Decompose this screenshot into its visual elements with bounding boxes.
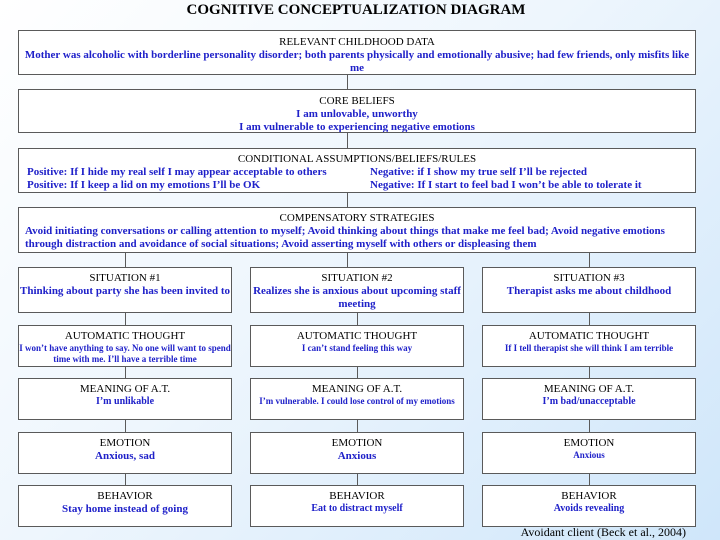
meaning-heading: MEANING OF A.T.	[543, 383, 635, 395]
behavior-text: Avoids revealing	[553, 503, 625, 514]
connector-line	[125, 367, 126, 378]
core-beliefs-box	[18, 89, 696, 133]
conditional-assumptions-box	[18, 148, 696, 193]
connector-line	[357, 420, 358, 432]
situation-box	[250, 267, 464, 313]
connector-line	[357, 313, 358, 325]
situation-box	[18, 267, 232, 313]
childhood-data-box	[18, 30, 696, 75]
emotion-text: Anxious	[337, 450, 377, 462]
situation-text: Therapist asks me about childhood	[506, 285, 672, 297]
meaning-text: I’m vulnerable. I could lose control of my emotions	[259, 396, 455, 406]
behavior-text: Eat to distract myself	[311, 503, 403, 514]
behavior-heading: BEHAVIOR	[329, 490, 385, 502]
connector-line	[125, 253, 126, 267]
meaning-text: I’m unlikable	[95, 396, 155, 407]
situation-box	[482, 267, 696, 313]
situation-heading: SITUATION #1	[89, 272, 161, 284]
emotion-heading: EMOTION	[331, 437, 383, 449]
connector-line	[357, 474, 358, 485]
conditional-heading: CONDITIONAL ASSUMPTIONS/BELIEFS/RULES	[237, 153, 477, 165]
connector-line	[589, 420, 590, 432]
connector-line	[125, 474, 126, 485]
meaning-heading: MEANING OF A.T.	[311, 383, 403, 395]
childhood-text: Mother was alcoholic with borderline personality disorder; both parents physically and emotionally abusive; had few friends, only misfits like me	[24, 49, 690, 74]
positive-assumption-1: Positive: If I hide my real self I may appear acceptable to others	[27, 166, 327, 178]
situation-text: Realizes she is anxious about upcoming staff meeting	[253, 285, 461, 310]
compensatory-heading: COMPENSATORY STRATEGIES	[279, 212, 435, 224]
automatic-thought-heading: AUTOMATIC THOUGHT	[296, 330, 418, 342]
situation-heading: SITUATION #2	[321, 272, 393, 284]
automatic-thought-text: If I tell therapist she will think I am terrible	[504, 343, 674, 353]
emotion-text: Anxious, sad	[95, 450, 155, 462]
meaning-box	[482, 378, 696, 420]
connector-line	[347, 75, 348, 89]
automatic-thought-box	[482, 325, 696, 367]
connector-line	[347, 253, 348, 267]
childhood-heading: RELEVANT CHILDHOOD DATA	[279, 36, 435, 48]
connector-line	[589, 313, 590, 325]
emotion-heading: EMOTION	[99, 437, 151, 449]
automatic-thought-heading: AUTOMATIC THOUGHT	[528, 330, 650, 342]
emotion-text: Anxious	[573, 450, 605, 460]
emotion-box	[18, 432, 232, 474]
automatic-thought-text: I can’t stand feeling this way	[301, 343, 413, 353]
compensatory-strategies-box	[18, 207, 696, 253]
behavior-text: Stay home instead of going	[62, 503, 188, 515]
automatic-thought-text: I won’t have anything to say. No one will want to spend time with me. I’ll have a terrible time	[19, 343, 231, 364]
connector-line	[125, 420, 126, 432]
behavior-heading: BEHAVIOR	[561, 490, 617, 502]
automatic-thought-heading: AUTOMATIC THOUGHT	[64, 330, 186, 342]
connector-line	[357, 367, 358, 378]
negative-assumption-1: Negative: if I show my true self I’ll be rejected	[370, 166, 587, 178]
core-belief-1: I am unlovable, unworthy	[296, 108, 418, 120]
connector-line	[347, 133, 348, 148]
automatic-thought-box	[250, 325, 464, 367]
connector-line	[589, 474, 590, 485]
meaning-text: I’m bad/unacceptable	[542, 396, 636, 407]
core-belief-2: I am vulnerable to experiencing negative emotions	[239, 121, 475, 133]
automatic-thought-box	[18, 325, 232, 367]
behavior-heading: BEHAVIOR	[97, 490, 153, 502]
meaning-heading: MEANING OF A.T.	[79, 383, 171, 395]
positive-assumption-2: Positive: If I keep a lid on my emotions I’ll be OK	[27, 179, 261, 191]
connector-line	[589, 253, 590, 267]
behavior-box	[482, 485, 696, 527]
connector-line	[347, 193, 348, 207]
negative-assumption-2: Negative: If I start to feel bad I won’t be able to tolerate it	[370, 179, 642, 191]
connector-line	[589, 367, 590, 378]
connector-line	[125, 313, 126, 325]
situation-heading: SITUATION #3	[553, 272, 625, 284]
emotion-heading: EMOTION	[563, 437, 615, 449]
meaning-box	[18, 378, 232, 420]
emotion-box	[250, 432, 464, 474]
behavior-box	[18, 485, 232, 527]
meaning-box	[250, 378, 464, 420]
citation: Avoidant client (Beck et al., 2004)	[520, 525, 686, 539]
diagram-title: COGNITIVE CONCEPTUALIZATION DIAGRAM	[186, 2, 526, 18]
compensatory-text: Avoid initiating conversations or calling attention to myself; Avoid thinking about things that make me feel bad; Avoid negative emotions through distraction and avoidance of social situations; Avoid asserting myself with others or displeasing them	[25, 225, 665, 250]
emotion-box	[482, 432, 696, 474]
core-beliefs-heading: CORE BELIEFS	[319, 95, 395, 107]
behavior-box	[250, 485, 464, 527]
situation-text: Thinking about party she has been invited to	[20, 285, 230, 297]
